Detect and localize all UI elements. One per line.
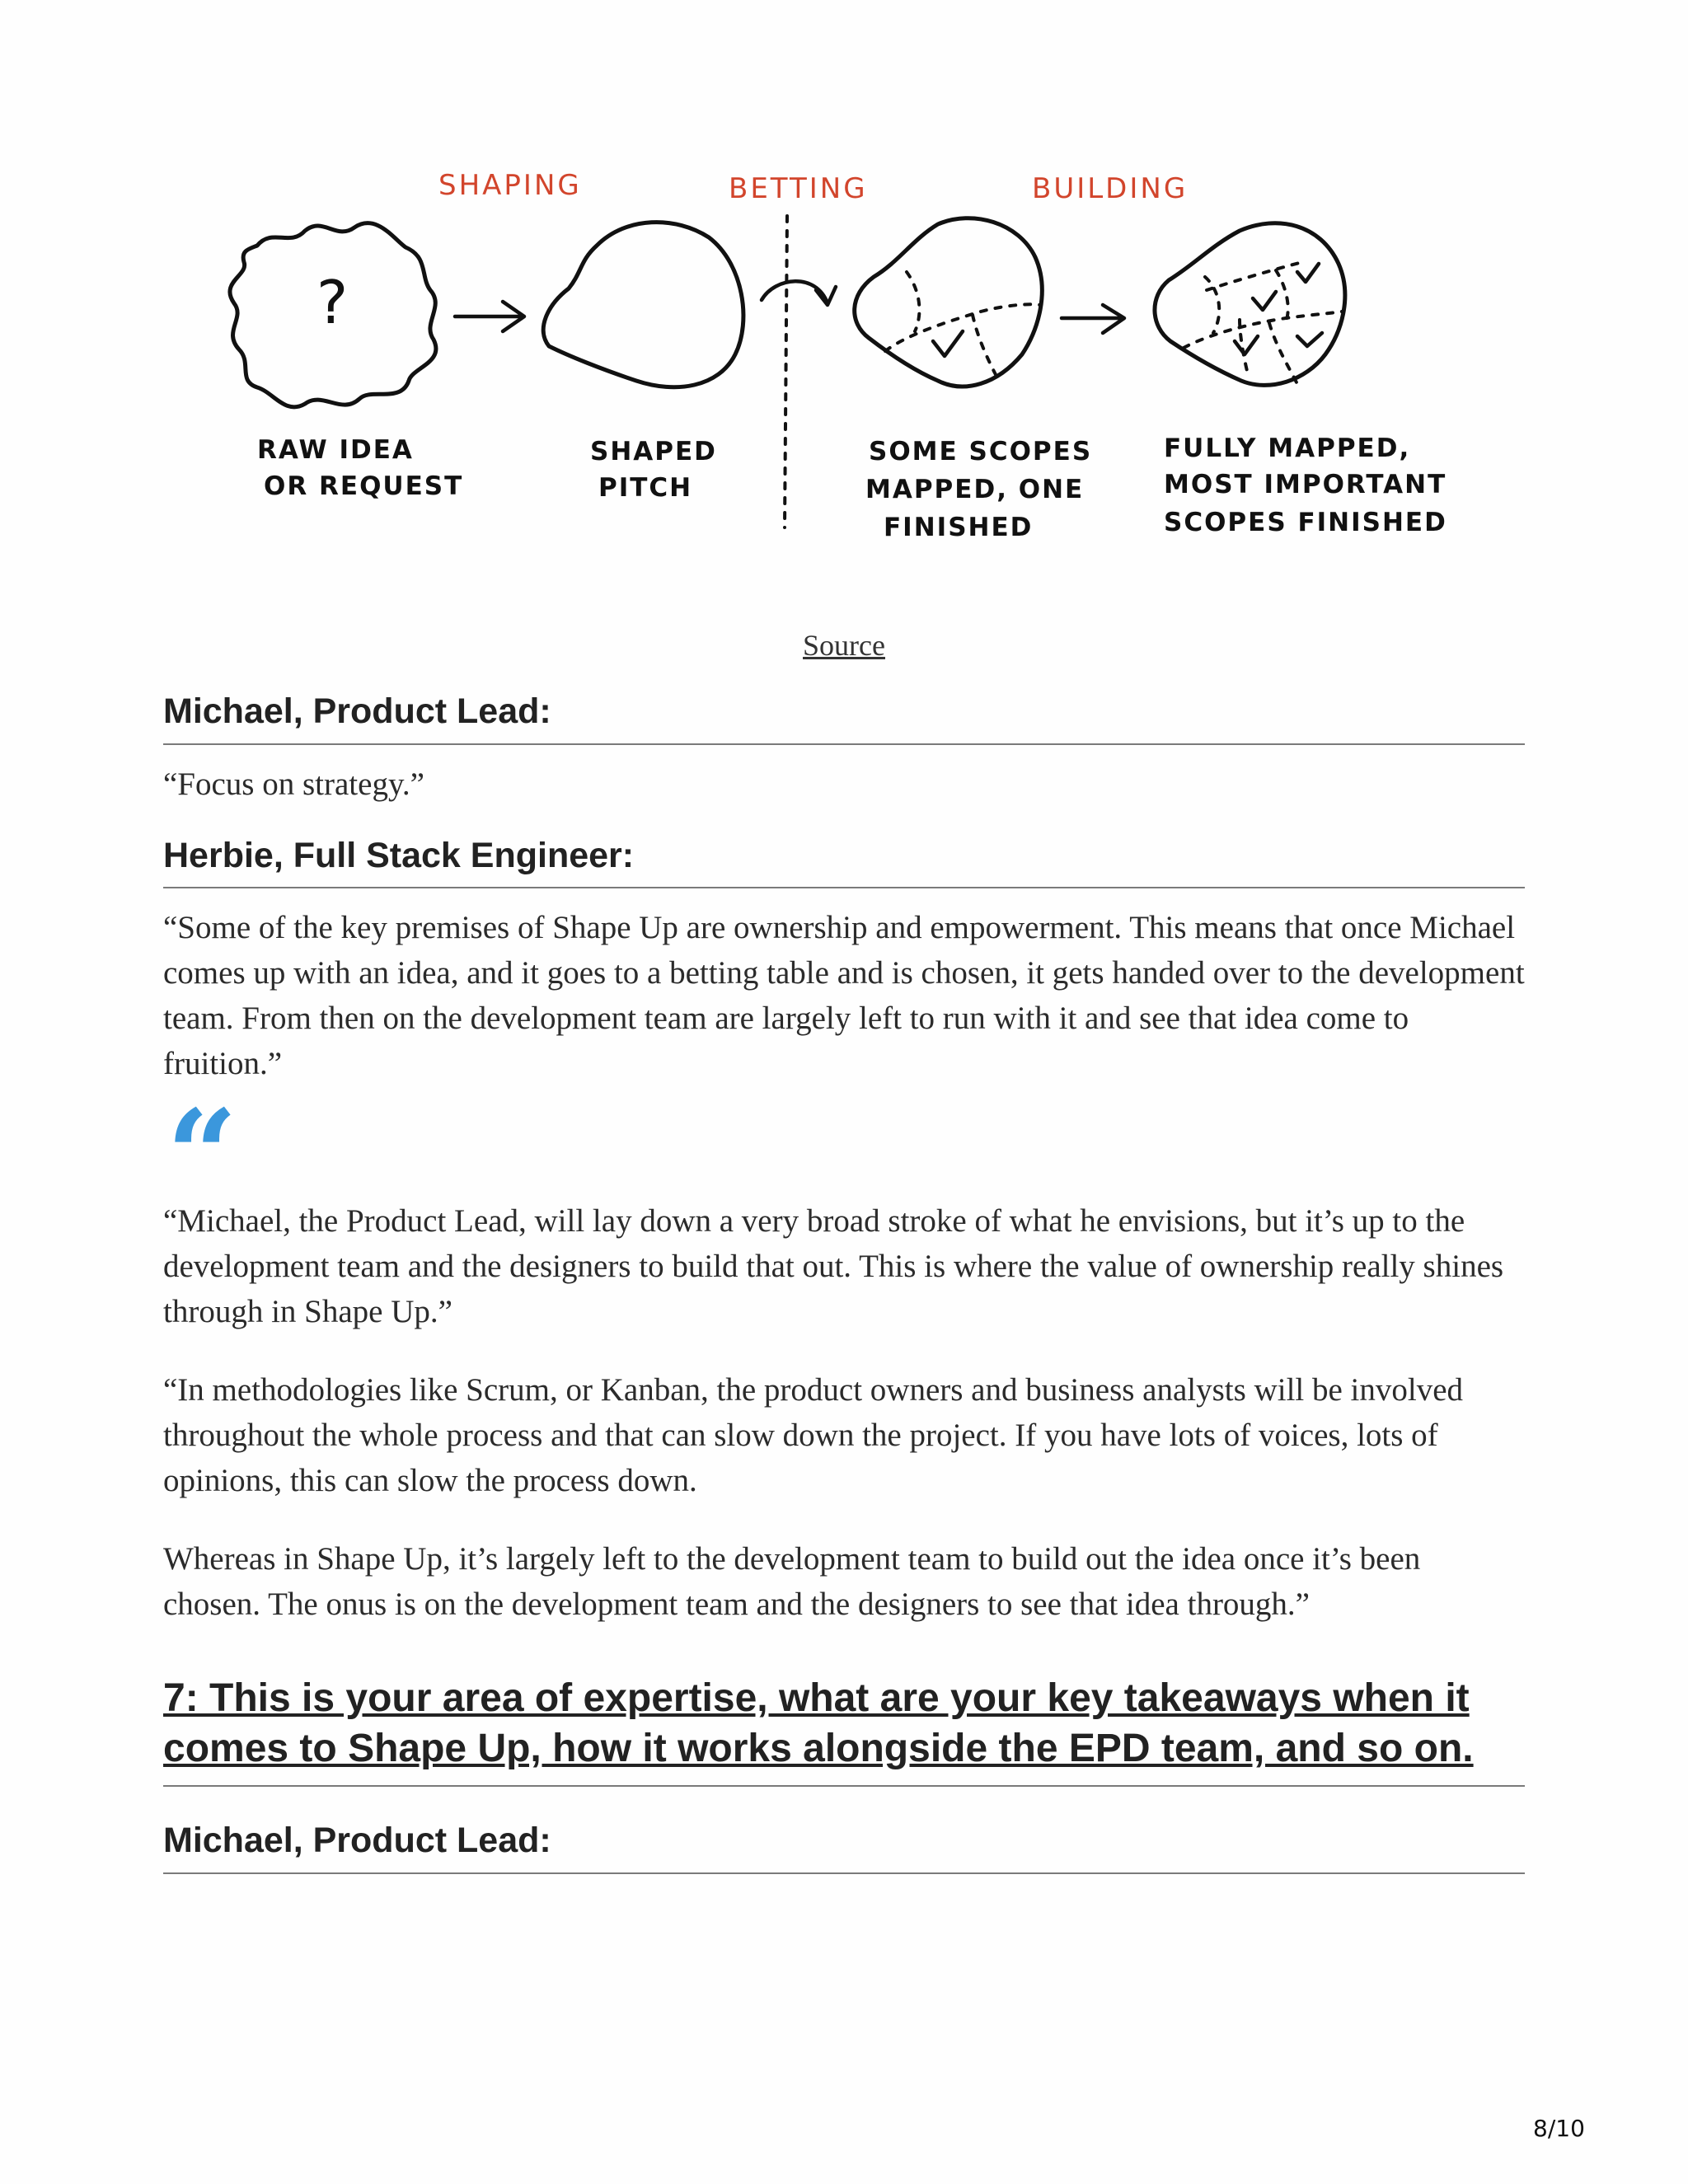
- page-number: 8/10: [1533, 2115, 1585, 2142]
- stage-label-building: BUILDING: [1032, 172, 1189, 205]
- quote-paragraph: “In methodologies like Scrum, or Kanban, the product owners and business analysts will be involved throughout the whole process and that can slow down the project. If you have lots of voices, lots of opinions, this can slow the process down.: [163, 1372, 1464, 1499]
- caption-fully-mapped-line1: FULLY MAPPED,: [1164, 434, 1411, 463]
- some-scopes-blob: [855, 218, 1043, 387]
- fully-mapped-blob: [1155, 223, 1345, 386]
- caption-raw-idea-line2: OR REQUEST: [264, 471, 464, 501]
- shape-up-process-illustration: [0, 0, 1688, 593]
- arrow-right-icon: [455, 302, 524, 331]
- caption-fully-mapped-line3: SCOPES FINISHED: [1164, 508, 1447, 537]
- caption-some-scopes-line2: MAPPED, ONE: [865, 475, 1085, 504]
- caption-some-scopes-line1: SOME SCOPES: [869, 437, 1093, 466]
- curved-arrow-icon: [762, 281, 836, 305]
- question-heading: [163, 1673, 1525, 1787]
- caption-shaped-line1: SHAPED: [590, 437, 717, 466]
- quote-paragraph: “Focus on strategy.”: [163, 766, 424, 802]
- stage-label-betting: BETTING: [729, 172, 868, 205]
- betting-divider: [785, 216, 787, 527]
- caption-raw-idea-line1: RAW IDEA: [257, 435, 414, 465]
- article-body: [163, 691, 1525, 1874]
- shaped-pitch-blob: [543, 223, 743, 387]
- arrow-right-icon-2: [1062, 305, 1124, 333]
- stage-label-shaping: SHAPING: [438, 169, 582, 202]
- quote-paragraph: Whereas in Shape Up, it’s largely left to the development team to build out the idea once it’s been chosen. The onus is on the development team and the designers to see that idea through.”: [163, 1541, 1421, 1623]
- speaker-heading: Michael, Product Lead:: [163, 691, 1525, 745]
- pull-quote-icon: “: [166, 1083, 238, 1229]
- caption-shaped-line2: PITCH: [598, 473, 693, 503]
- speaker-heading: Herbie, Full Stack Engineer:: [163, 835, 1525, 889]
- source-link[interactable]: Source: [803, 629, 885, 662]
- pull-quote-paragraph: “Michael, the Product Lead, will lay down a very broad stroke of what he envisions, but it’s up to the development team and the designers to build that out. This is where the value of ownership really shines through in Shape Up.”: [163, 1203, 1504, 1330]
- question-link[interactable]: 7: This is your area of expertise, what are your key takeaways when it comes to Shape Up, how it works alongside the EPD team, and so on.: [163, 1676, 1474, 1771]
- caption-fully-mapped-line2: MOST IMPORTANT: [1164, 470, 1447, 499]
- speaker-heading: Michael, Product Lead:: [163, 1820, 1525, 1874]
- caption-some-scopes-line3: FINISHED: [884, 513, 1034, 542]
- question-mark-glyph: ?: [316, 268, 349, 337]
- raw-idea-blob: [230, 223, 436, 407]
- quote-paragraph: “Some of the key premises of Shape Up are ownership and empowerment. This means that once Michael comes up with an idea, and it goes to a betting table and is chosen, it gets handed over to the development team. From then on the development team are largely left to run with it and see that idea come to fruition.”: [163, 910, 1525, 1082]
